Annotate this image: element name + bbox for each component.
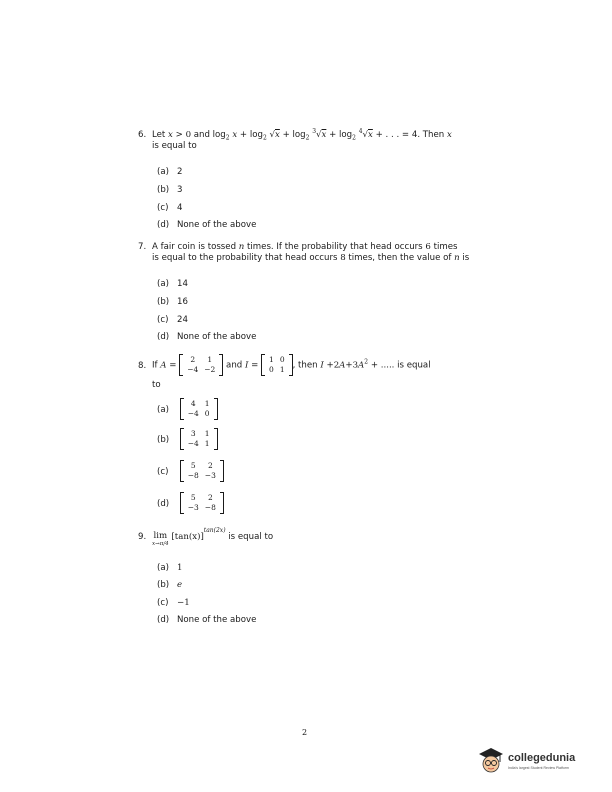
question-number: 6. [138,130,147,140]
matrix-option-d: 5 2 −3 −8 [180,492,224,514]
matrix-A: 2 1 −4 −2 [179,354,223,376]
option-9b: (b) e [157,580,183,590]
collegedunia-logo [476,745,586,775]
question-number: 8. [138,360,147,371]
option-6b: (b) 3 [157,185,183,195]
option-6d: (d) None of the above [157,220,257,230]
graduate-mascot-icon [476,745,506,775]
option-6a: (a) 2 [157,167,183,177]
option-7d: (d) None of the above [157,332,257,342]
logo-wordmark: collegedunia [508,752,576,764]
option-7b: (b) 16 [157,297,188,307]
option-7a: (a) 14 [157,279,188,289]
question-number: 9. [138,532,147,542]
option-9a: (a) 1 [157,563,183,573]
question-9: 9. lim x→π/4 $[\tan(x)]^{tan(2x)}$ is equal to [138,527,274,547]
matrix-I: 1 0 0 1 [261,354,293,376]
option-8b: (b) 3 1 −4 1 [157,428,218,450]
option-9d: (d) None of the above [157,615,257,625]
question-7: 7. A fair coin is tossed n times. If the probability that head occurs 6 times is equal to the probability that head occurs 8 times, then the value of n is [138,242,470,263]
limit-operator: lim x→π/4 [152,531,169,547]
option-6c: (c) 4 [157,203,183,213]
option-8c: (c) 5 2 −8 −3 [157,460,224,482]
logo-tagline: India's largest Student Review Platform [508,766,569,770]
option-9c: (c) −1 [157,598,190,608]
matrix-option-a: 4 1 −4 0 [180,398,218,420]
option-8a: (a) 4 1 −4 0 [157,398,218,420]
question-8: 8. If A = 2 1 −4 −2 and I = 1 0 0 1 , then $I +2A+3A^2$ + ..... is equal [138,355,431,374]
option-8d: (d) 5 2 −3 −8 [157,492,224,514]
matrix-option-b: 3 1 −4 1 [180,428,218,450]
option-7c: (c) 24 [157,315,188,325]
question-8-continued: to [152,380,161,390]
matrix-option-c: 5 2 −8 −3 [180,460,224,482]
question-number: 7. [138,242,147,252]
page-number: 2 [302,728,308,737]
question-6: 6. Let x > 0 and $\log_2 x + \log_2 √x + \log_2 ^3√x + \log_2 ^4√x$ + . . . = 4. Then x is equal to [138,128,452,151]
